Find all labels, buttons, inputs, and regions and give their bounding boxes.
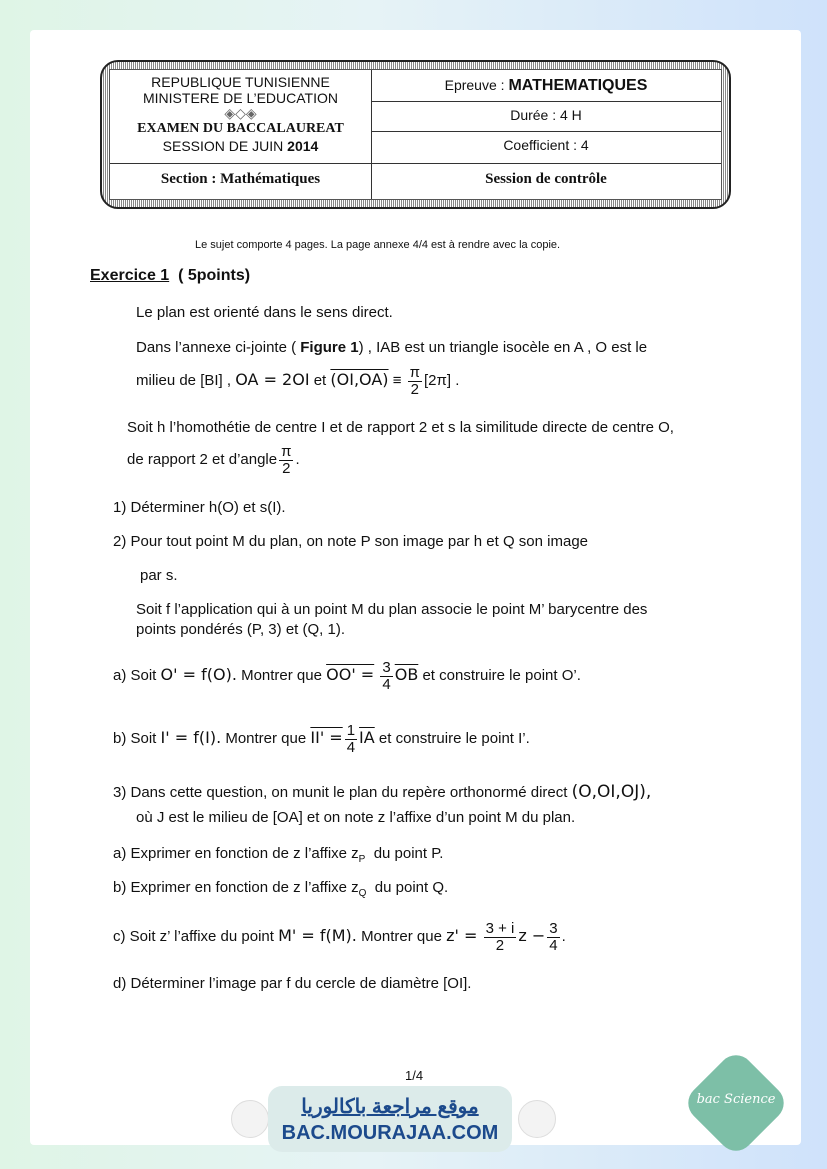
- site-logo-icon-right: [518, 1100, 556, 1138]
- question-3a: a) Exprimer en fonction de z l’affixe $z_P$ du point P.: [113, 845, 444, 865]
- epreuve: Epreuve : MATHEMATIQUES: [444, 77, 648, 94]
- duree: Durée : 4 H: [510, 107, 582, 123]
- question-2a: a) Soit O' = f(O). Montrer que OO' = $\frac{3}{4}$ $\overline{OB}$ et construire le point O’.: [113, 658, 581, 693]
- para-2: Dans l’annexe ci-jointe ( Figure 1) , IAB est un triangle isocèle en A , O est le: [136, 339, 648, 356]
- ministry: MINISTERE DE L’EDUCATION: [143, 90, 338, 106]
- header-box: [100, 60, 731, 209]
- para-5: de rapport 2 et d’angle $\frac{\pi}{2}$ .: [127, 442, 300, 477]
- exam-title: EXAMEN DU BACCALAUREAT: [137, 121, 344, 136]
- section: Section : Mathématiques: [160, 171, 321, 187]
- exam-page: [30, 30, 801, 1145]
- site-logo-icon: [231, 1100, 269, 1138]
- question-3d: d) Déterminer l’image par f du cercle de diamètre [OI].: [113, 975, 472, 992]
- bac-science-logo-text: bac Science: [696, 1092, 776, 1107]
- ornament: ◈◇◈: [224, 105, 257, 121]
- site-name-arabic[interactable]: موقع مراجعة باكالوريا: [301, 1096, 479, 1118]
- coefficient: Coefficient : 4: [503, 137, 589, 153]
- question-3: 3) Dans cette question, on munit le plan du repère orthonormé direct (O,OI,OJ),: [113, 782, 652, 802]
- site-banner[interactable]: [268, 1086, 512, 1152]
- session-type: Session de contrôle: [485, 171, 607, 187]
- question-1: 1) Déterminer h(O) et s(I).: [113, 499, 286, 516]
- question-3c: c) Soit z’ l’affixe du point M' = f(M). Montrer que z' = $\frac{3 + i}{2}$ z − $\frac{3}{4}$ .: [113, 919, 566, 954]
- question-2-def: Soit f l’application qui à un point M du plan associe le point M’ barycentre des: [136, 601, 648, 618]
- question-2b: b) Soit I' = f(I). Montrer que II' = $\frac{1}{4}$ $\overline{IA}$ et construire le point I’.: [113, 721, 530, 756]
- question-2: 2) Pour tout point M du plan, on note P son image par h et Q son image: [113, 533, 589, 550]
- site-url[interactable]: BAC.MOURAJAA.COM: [281, 1122, 499, 1144]
- session-line: SESSION DE JUIN 2014: [162, 138, 319, 154]
- country: REPUBLIQUE TUNISIENNE: [151, 74, 330, 90]
- question-3b: b) Exprimer en fonction de z l’affixe $z_Q$ du point Q.: [113, 879, 449, 899]
- para-3: milieu de [BI] , OA = 2OI et (OI,OA) ≡ $\frac{\pi}{2}$ [2π] .: [136, 363, 460, 398]
- intro-note: Le sujet comporte 4 pages. La page annexe 4/4 est à rendre avec la copie.: [195, 239, 561, 251]
- question-3-cont: où J est le milieu de [OA] et on note z l’affixe d’un point M du plan.: [136, 809, 576, 826]
- para-1: Le plan est orienté dans le sens direct.: [136, 304, 393, 321]
- para-4: Soit h l’homothétie de centre I et de rapport 2 et s la similitude directe de centre O,: [127, 419, 674, 436]
- question-2-def-cont: points pondérés (P, 3) et (Q, 1).: [136, 621, 345, 638]
- question-2-cont: par s.: [140, 567, 178, 584]
- page-number: 1/4: [405, 1068, 424, 1083]
- exercise-heading: Exercice 1 ( 5points): [90, 267, 251, 284]
